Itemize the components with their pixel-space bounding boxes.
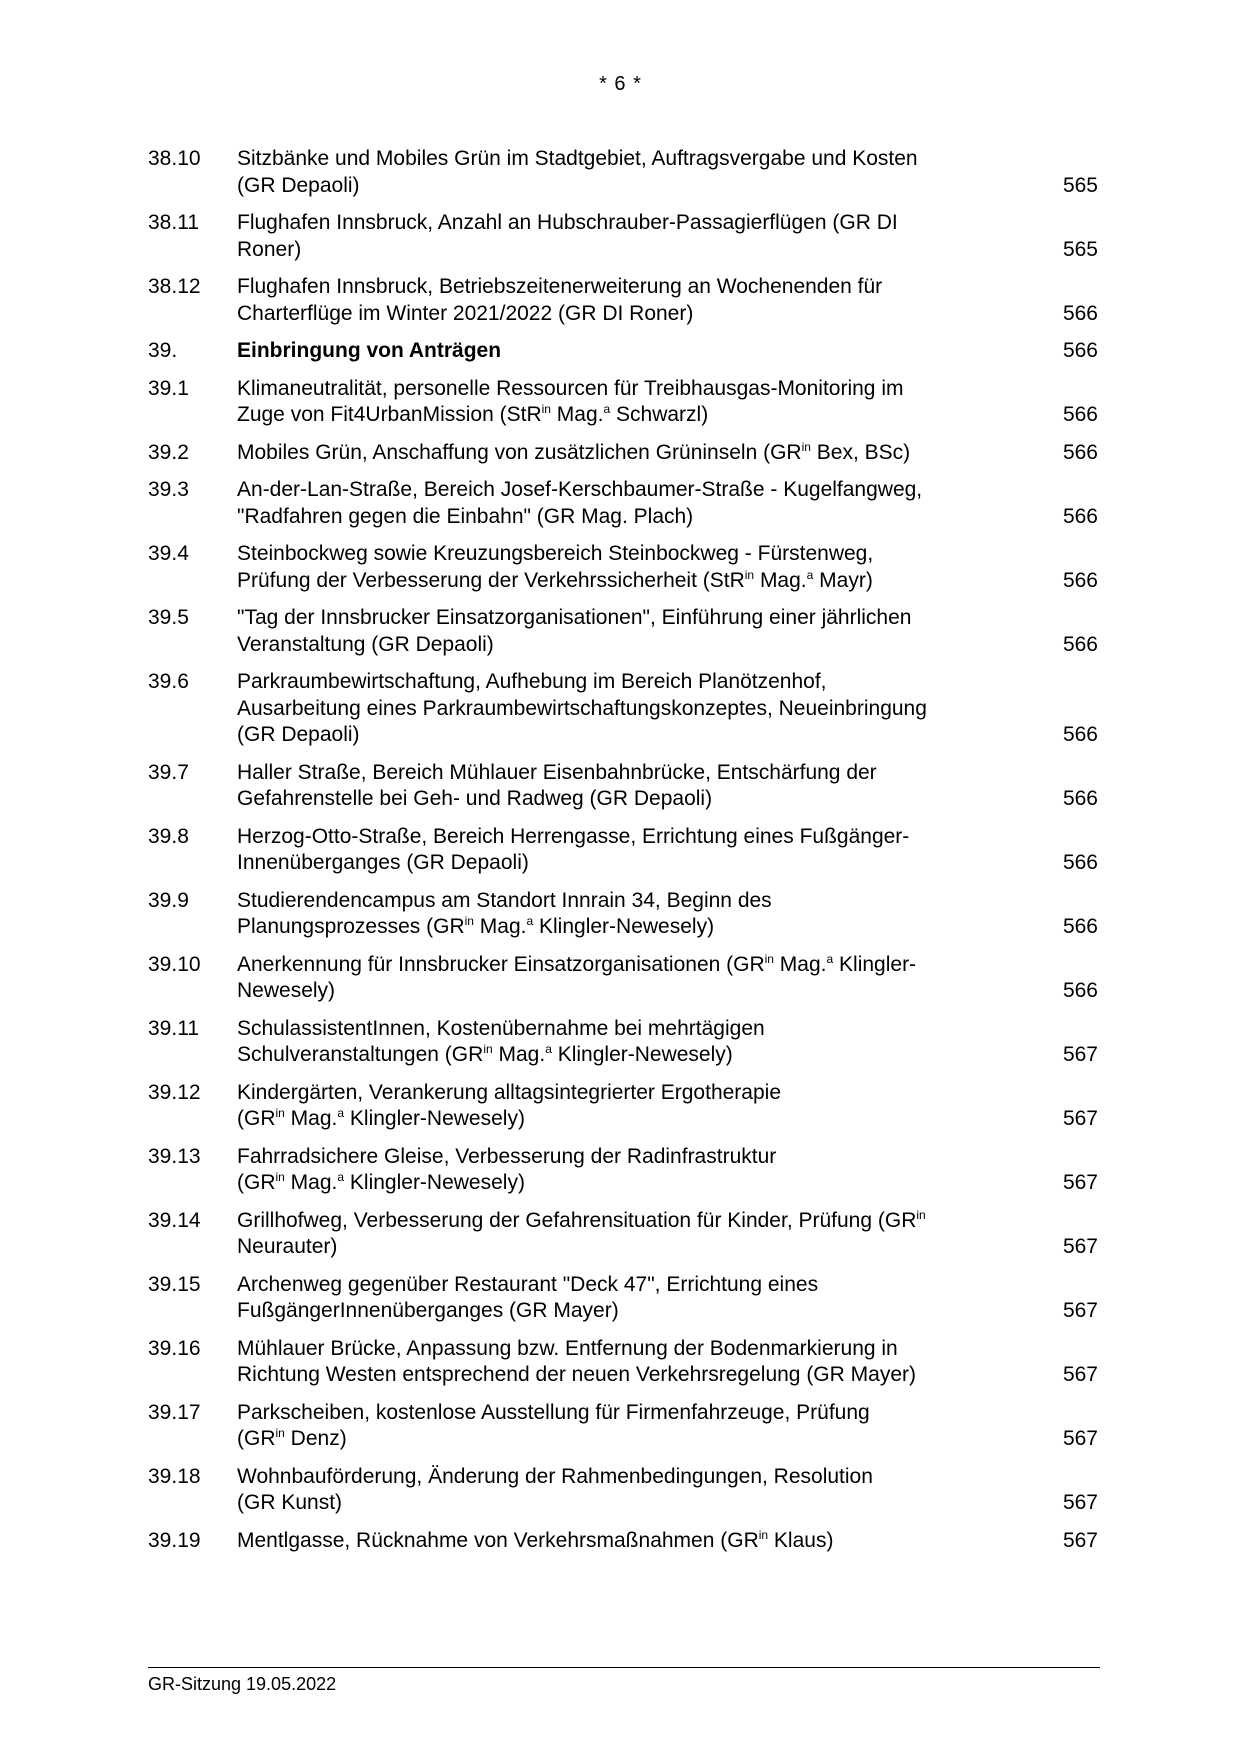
toc-entry (148, 338, 1098, 365)
toc-entry-number: 38.12 (148, 275, 201, 298)
toc-entry (148, 477, 1098, 530)
toc-entry-title-line: ($GR^{in}$ Mag.$^a$ Klingler-Newesely) (237, 1170, 525, 1194)
toc-entry-title-line: Klimaneutralität, personelle Ressourcen für Treibhausgas-Monitoring im (237, 376, 904, 400)
toc-entry-number: 39.10 (148, 952, 201, 976)
toc-entry-title (237, 1080, 997, 1133)
toc-entry-number: 39.7 (148, 760, 189, 784)
toc-entry-title-line: Fahrradsichere Gleise, Verbesserung der Radinfrastruktur (237, 1144, 777, 1168)
toc-entry-title-line: Mentlgasse, Rücknahme von Verkehrsmaßnahmen ($GR^{in}$ Klaus) (237, 1527, 834, 1552)
toc-entry-number: 38.10 (148, 147, 201, 170)
toc-entry-title (237, 824, 997, 877)
toc-entry (148, 760, 1098, 813)
toc-entry-title-line: SchulassistentInnen, Kostenübernahme bei mehrtägigen (237, 1016, 765, 1040)
toc-entry-title (237, 888, 997, 941)
toc-entry (148, 669, 1098, 749)
toc-entry-title-line: Planungsprozesses ($GR^{in}$ Mag.$^a$ Klingler-Newesely) (237, 914, 715, 938)
toc-entry-page: 566 (1062, 440, 1098, 464)
toc-entry-number: 39.18 (148, 1464, 201, 1488)
toc-entry-title-line: Innenüberganges (GR Depaoli) (237, 851, 529, 874)
toc-entry-title-line: Mobiles Grün, Anschaffung von zusätzlichen Grüninseln ($GR^{in}$ Bex, BSc) (237, 439, 911, 464)
toc-entry-title (237, 1144, 997, 1197)
toc-entry (148, 1016, 1098, 1069)
toc-entry (148, 1208, 1098, 1261)
toc-entry-number: 39.11 (148, 1016, 199, 1040)
toc-entry-title (237, 952, 997, 1005)
toc-entry-title (237, 1528, 997, 1555)
toc-entry-title-line: Gefahrenstelle bei Geh- und Radweg (GR Depaoli) (237, 787, 713, 810)
toc-entry-title-line: Flughafen Innsbruck, Betriebszeitenerweiterung an Wochenenden für (237, 275, 883, 298)
toc-entry-page: 566 (1062, 568, 1098, 592)
toc-entry-title-line: "Radfahren gegen die Einbahn" (GR Mag. Plach) (237, 504, 694, 528)
toc-entry (148, 952, 1098, 1005)
toc-entry-page: 567 (1062, 1171, 1098, 1194)
toc-entry (148, 376, 1098, 429)
toc-entry-number: 39.9 (148, 888, 189, 912)
toc-entry (148, 1272, 1098, 1325)
toc-entry (148, 541, 1098, 594)
toc-entry-title (237, 440, 997, 467)
toc-entry-number: 39.4 (148, 542, 189, 565)
toc-entry-title-line: Steinbockweg sowie Kreuzungsbereich Steinbockweg - Fürstenweg, (237, 542, 874, 565)
toc-entry-page: 565 (1062, 173, 1098, 197)
toc-entry-title (237, 605, 997, 658)
toc-entry-title (237, 1208, 997, 1261)
toc-entry-title-line: Parkscheiben, kostenlose Ausstellung für Firmenfahrzeuge, Prüfung (237, 1400, 870, 1424)
toc-entry-title-line: (GR Depaoli) (237, 173, 360, 197)
toc-entry (148, 146, 1098, 199)
toc-entry-title (237, 541, 997, 594)
toc-entry-number: 38.11 (148, 211, 199, 234)
toc-entry-title (237, 376, 997, 429)
toc-entry-title-line: Kindergärten, Verankerung alltagsintegrierter Ergotherapie (237, 1080, 782, 1104)
footer-divider (148, 1667, 1100, 1668)
toc-entry-title-line: Flughafen Innsbruck, Anzahl an Hubschrauber-Passagierflügen (GR DI (237, 211, 898, 234)
toc-entry-number: 39.3 (148, 478, 189, 501)
toc-entry-number: 39.17 (148, 1400, 201, 1424)
toc-entry-number: 39.8 (148, 824, 189, 848)
toc-entry-title-line: Roner) (237, 237, 302, 261)
toc-entry-number: 39.6 (148, 670, 189, 693)
toc-entry-title-line: Parkraumbewirtschaftung, Aufhebung im Bereich Planötzenhof, (237, 670, 827, 693)
toc-entry-number: 39.13 (148, 1144, 201, 1168)
toc-entry (148, 1400, 1098, 1453)
toc-entry-page: 566 (1062, 504, 1098, 528)
toc-entry (148, 1528, 1098, 1555)
toc-entry-number: 39.19 (148, 1528, 201, 1552)
toc-entry-title (237, 1336, 997, 1389)
toc-entry-page: 567 (1062, 1363, 1098, 1386)
toc-entry-title-line: Richtung Westen entsprechend der neuen Verkehrsregelung (GR Mayer) (237, 1363, 916, 1386)
toc-entry (148, 1336, 1098, 1389)
toc-entry-title-line: ($GR^{in}$ Denz) (237, 1426, 347, 1450)
toc-entry-title-line: Veranstaltung (GR Depaoli) (237, 632, 494, 656)
toc-entry-number: 39.15 (148, 1272, 201, 1296)
toc-entry-title-line: Haller Straße, Bereich Mühlauer Eisenbahnbrücke, Entschärfung der (237, 760, 877, 784)
toc-entry-title-line: (GR Depaoli) (237, 723, 360, 746)
toc-entry-page: 566 (1062, 979, 1098, 1002)
toc-entry-page: 565 (1062, 237, 1098, 261)
toc-entry-number: 39.16 (148, 1336, 201, 1360)
toc-entry-title-line: Mühlauer Brücke, Anpassung bzw. Entfernung der Bodenmarkierung in (237, 1336, 898, 1360)
toc-entry (148, 1144, 1098, 1197)
toc-entry-page: 566 (1062, 787, 1098, 810)
toc-entry-number: 39.14 (148, 1208, 201, 1232)
toc-entry-title (237, 274, 997, 327)
toc-entry-page: 567 (1062, 1427, 1098, 1450)
toc-entry (148, 1080, 1098, 1133)
toc-entry-page: 566 (1062, 851, 1098, 874)
toc-entry-page: 567 (1062, 1528, 1098, 1552)
toc-entry (148, 210, 1098, 263)
toc-entry-number: 39.2 (148, 440, 189, 464)
toc-entry-number: 39.12 (148, 1080, 201, 1104)
toc-entry (148, 605, 1098, 658)
toc-entry-title (237, 210, 997, 263)
toc-entry-number: 39. (148, 339, 178, 362)
toc-entry-title-line: Schulveranstaltungen ($GR^{in}$ Mag.$^a$ Klingler-Newesely) (237, 1042, 733, 1066)
toc-entry-title (237, 1016, 997, 1069)
toc-entry-title (237, 669, 997, 749)
toc-entry (148, 1464, 1098, 1517)
toc-entry-page: 566 (1062, 915, 1098, 938)
toc-entry-title-line: ($GR^{in}$ Mag.$^a$ Klingler-Newesely) (237, 1106, 525, 1130)
toc-entry-title-line: Neurauter) (237, 1235, 338, 1258)
toc-entry-title-line: Sitzbänke und Mobiles Grün im Stadtgebiet, Auftragsvergabe und Kosten (237, 147, 918, 170)
toc-entry-title-line: FußgängerInnenüberganges (GR Mayer) (237, 1299, 619, 1322)
footer-session-date: GR-Sitzung 19.05.2022 (148, 1674, 337, 1694)
toc-entry-page: 566 (1062, 339, 1098, 362)
toc-entry-title-line: (GR Kunst) (237, 1491, 343, 1514)
toc-entry-title-line: Anerkennung für Innsbrucker Einsatzorganisationen ($GR^{in}$ Mag.$^a$ Klingler- (237, 951, 917, 976)
toc-entry-title (237, 1272, 997, 1325)
toc-entry-title (237, 338, 997, 365)
toc-entry (148, 824, 1098, 877)
toc-entry (148, 440, 1098, 467)
page-number: * 6 * (599, 73, 642, 95)
toc-entry-title-line: Archenweg gegenüber Restaurant "Deck 47", Errichtung eines (237, 1272, 819, 1296)
toc-entry-title-line: Einbringung von Anträgen (237, 339, 502, 362)
toc-entry-page: 566 (1062, 301, 1098, 325)
toc-entry-page: 567 (1062, 1235, 1098, 1258)
toc-entry-title (237, 146, 997, 199)
toc-entry (148, 888, 1098, 941)
toc-entry-number: 39.1 (148, 376, 189, 400)
toc-entry-number: 39.5 (148, 606, 189, 629)
toc-entry (148, 274, 1098, 327)
toc-entry-page: 566 (1062, 723, 1098, 746)
toc-entry-page: 566 (1062, 632, 1098, 656)
toc-entry-title-line: Zuge von Fit4UrbanMission (StR$^{in}$ Mag.$^a$ Schwarzl) (237, 402, 709, 426)
toc-entry-title-line: Prüfung der Verbesserung der Verkehrssicherheit (StR$^{in}$ Mag.$^a$ Mayr) (237, 567, 873, 592)
toc-entry-page: 566 (1062, 403, 1098, 426)
toc-entry-title (237, 760, 997, 813)
toc-entry-page: 567 (1062, 1299, 1098, 1322)
toc-entry-title-line: Grillhofweg, Verbesserung der Gefahrensituation für Kinder, Prüfung ($GR^{in}$ (237, 1207, 926, 1232)
toc-entry-title-line: Newesely) (237, 979, 336, 1002)
toc-entry-title (237, 1400, 997, 1453)
toc-entry-page: 567 (1062, 1043, 1098, 1066)
toc-entry-title-line: Charterflüge im Winter 2021/2022 (GR DI Roner) (237, 301, 694, 325)
toc-entry-title (237, 477, 997, 530)
toc-entry-page: 567 (1062, 1107, 1098, 1130)
toc-entry-page: 567 (1062, 1491, 1098, 1514)
toc-entry-title-line: Wohnbauförderung, Änderung der Rahmenbedingungen, Resolution (237, 1464, 873, 1488)
toc-entry-title (237, 1464, 997, 1517)
table-of-contents (148, 146, 1098, 1565)
toc-entry-title-line: An-der-Lan-Straße, Bereich Josef-Kerschbaumer-Straße - Kugelfangweg, (237, 478, 923, 501)
toc-entry-title-line: "Tag der Innsbrucker Einsatzorganisationen", Einführung einer jährlichen (237, 606, 912, 629)
toc-entry-title-line: Herzog-Otto-Straße, Bereich Herrengasse, Errichtung eines Fußgänger- (237, 824, 910, 848)
toc-entry-title-line: Ausarbeitung eines Parkraumbewirtschaftungskonzeptes, Neueinbringung (237, 696, 927, 720)
toc-entry-title-line: Studierendencampus am Standort Innrain 34, Beginn des (237, 888, 772, 912)
